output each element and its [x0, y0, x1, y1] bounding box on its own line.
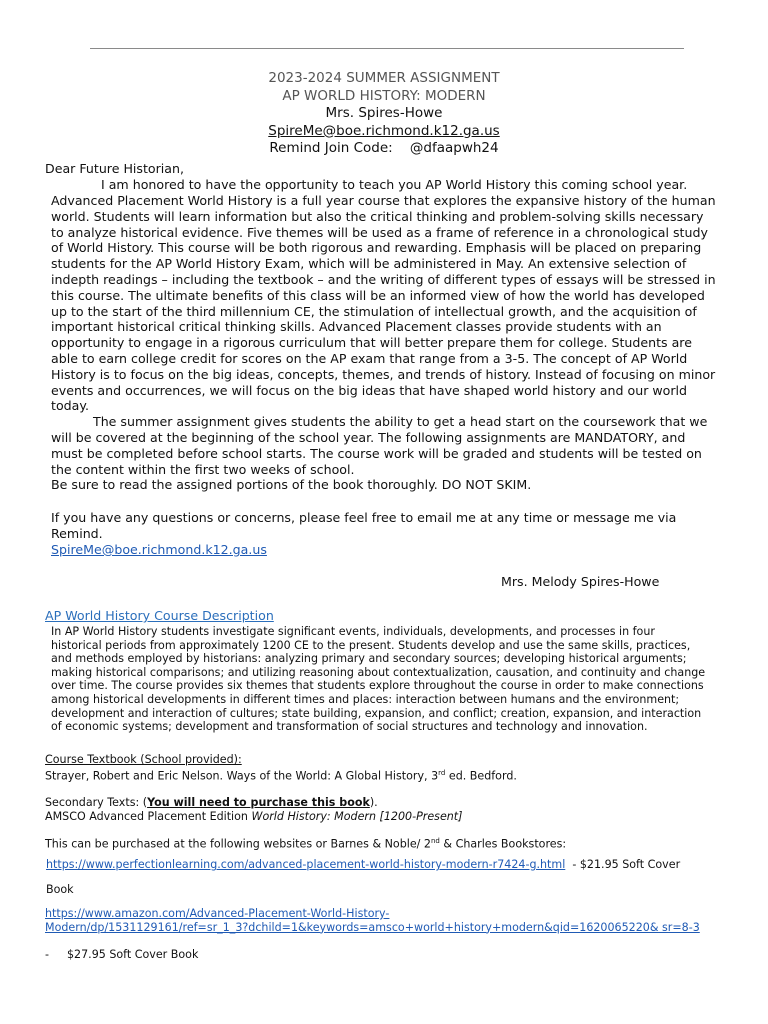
letter-contact-note [51, 510, 676, 542]
text-line: development and interaction of cultures; state building, expansion, and conflict; creation, expansion, and interaction [51, 706, 702, 720]
purchase-text-end: & Charles Bookstores: [439, 837, 567, 851]
textbook-citation-text: Strayer, Robert and Eric Nelson. Ways of the World: A Global History, 3 [45, 769, 439, 783]
text-line: must be completed before school starts. The course work will be graded and students will be tested on [51, 445, 702, 461]
text-line: of World History. This course will be both rigorous and rewarding. Emphasis will be placed on preparing [51, 240, 702, 256]
text-line: opportunity to engage in a rigorous curriculum that will better prepare them for college. Students are [51, 335, 692, 351]
purchase-text: This can be purchased at the following websites or Barnes & Noble/ 2 [45, 837, 431, 851]
text-line: Advanced Placement World History is a full year course that explores the expansive history of the human [51, 193, 716, 208]
course-description [51, 625, 763, 734]
text-line: of economic systems; development and transformation of social structures and technology and innovation. [51, 720, 648, 734]
text-line: events and occurrences, we will focus on the big ideas that have shaped world history and our world [51, 382, 688, 398]
course-description-link[interactable]: AP World History Course Description [45, 608, 274, 623]
letter-reading-note: Be sure to read the assigned portions of the book thoroughly. DO NOT SKIM. [51, 477, 532, 492]
text-line: If you have any questions or concerns, please feel free to email me at any time or message me via [51, 510, 677, 525]
textbook-citation-end: ed. Bedford. [445, 769, 517, 783]
header-email[interactable]: SpireMe@boe.richmond.k12.ga.us [268, 122, 500, 139]
perfection-learning-price-wrap: Book [46, 883, 74, 896]
letter-p1-first: I am honored to have the opportunity to teach you AP World History this coming school year. [101, 177, 688, 192]
amazon-link-line[interactable]: https://www.amazon.com/Advanced-Placement-World-History- [45, 907, 390, 920]
text-line: among historical developments in different times and places: interaction between humans and the environment; [51, 692, 680, 706]
purchase-link-1-row [46, 858, 680, 872]
text-line: making historical comparisons; and utilizing reasoning about contextualization, causation, and continuity and change [51, 665, 706, 679]
secondary-texts [45, 796, 378, 810]
perfection-learning-link[interactable]: https://www.perfectionlearning.com/advanced-placement-world-history-modern-r7424-g.html [46, 858, 566, 871]
text-line: will be covered at the beginning of the school year. The following assignments are MANDATORY, and [51, 430, 686, 445]
secondary-label: Secondary Texts: ( [45, 796, 148, 809]
contact-email-link[interactable]: SpireMe@boe.richmond.k12.ga.us [51, 542, 267, 557]
purchase-ordinal: nd [430, 837, 440, 845]
text-line: In AP World History students investigate significant events, individuals, developments, and processes in four [51, 625, 655, 638]
letter-paragraph-2 [51, 430, 702, 477]
text-line: today. [51, 398, 90, 414]
text-line: History is to focus on the big ideas, concepts, themes, and trends of history. Instead of focusing on minor [51, 366, 716, 382]
amsco-edition: AMSCO Advanced Placement Edition [45, 810, 252, 823]
text-line: important historical critical thinking skills. Advanced Placement classes provide students with an [51, 319, 662, 335]
amsco-book-title: World History: Modern [1200-Present] [251, 810, 463, 823]
header-title: 2023-2024 SUMMER ASSIGNMENT [268, 70, 500, 86]
text-line: historical periods from approximately 1200 CE to the present. Students develop and use the same skills, practices, [51, 638, 691, 652]
perfection-learning-price: - $21.95 Soft Cover [565, 858, 681, 871]
text-line: able to earn college credit for scores on the AP exam that range from a 3-5. The concept of AP World [51, 350, 688, 366]
text-line: world. Students will learn information but also the critical thinking and problem-solving skills necessary [51, 208, 704, 224]
letter-paragraph-1 [51, 193, 716, 414]
text-line: students for the AP World History Exam, which will be administered in May. An extensive selection of [51, 256, 687, 272]
amazon-link-line[interactable]: Modern/dp/1531129161/ref=sr_1_3?dchild=1&keywords=amsco+world+history+modern&qid=1620065220& sr=8-3 [45, 920, 700, 934]
text-line: Remind. [51, 525, 103, 541]
textbook-edition-suffix: rd [438, 769, 446, 777]
letter-p2-first: The summer assignment gives students the ability to get a head start on the coursework that we [93, 414, 708, 429]
textbook-citation [45, 767, 517, 783]
text-line: up to the start of the third millennium CE, the stimulation of intellectual growth, and the acquisition of [51, 303, 697, 319]
header-teacher: Mrs. Spires-Howe [325, 105, 443, 121]
amazon-link[interactable] [45, 907, 700, 934]
text-line: and methods employed by historians: analyzing primary and secondary sources; developing historical arguments; [51, 652, 687, 666]
text-line: the content within the first two weeks of school. [51, 461, 355, 477]
letter-signature: Mrs. Melody Spires-Howe [501, 574, 660, 589]
text-line: to analyze historical evidence. Five themes will be used as a frame of reference in a chronological study [51, 224, 708, 240]
amsco-title [45, 810, 462, 824]
textbook-heading: Course Textbook (School provided): [45, 753, 242, 766]
bullet-dash: - [45, 948, 50, 961]
text-line: indepth readings – including the textbook – and the writing of different types of essays will be stressed in [51, 271, 716, 287]
text-line: this course. The ultimate benefits of this class will be an informed view of how the world has developed [51, 287, 705, 303]
amazon-price-row [45, 948, 198, 962]
top-divider [90, 48, 684, 49]
letter-salutation: Dear Future Historian, [45, 161, 185, 176]
purchase-info [45, 835, 566, 851]
header-remind-code: Remind Join Code: @dfaapwh24 [269, 140, 499, 156]
text-line: over time. The course provides six themes that students explore throughout the course in order to make connections [51, 679, 704, 693]
assignment-header [0, 70, 768, 158]
purchase-required-note: You will need to purchase this book [147, 796, 370, 809]
amazon-price: $27.95 Soft Cover Book [67, 948, 199, 961]
secondary-close: ). [369, 796, 378, 809]
header-course: AP WORLD HISTORY: MODERN [282, 87, 486, 104]
